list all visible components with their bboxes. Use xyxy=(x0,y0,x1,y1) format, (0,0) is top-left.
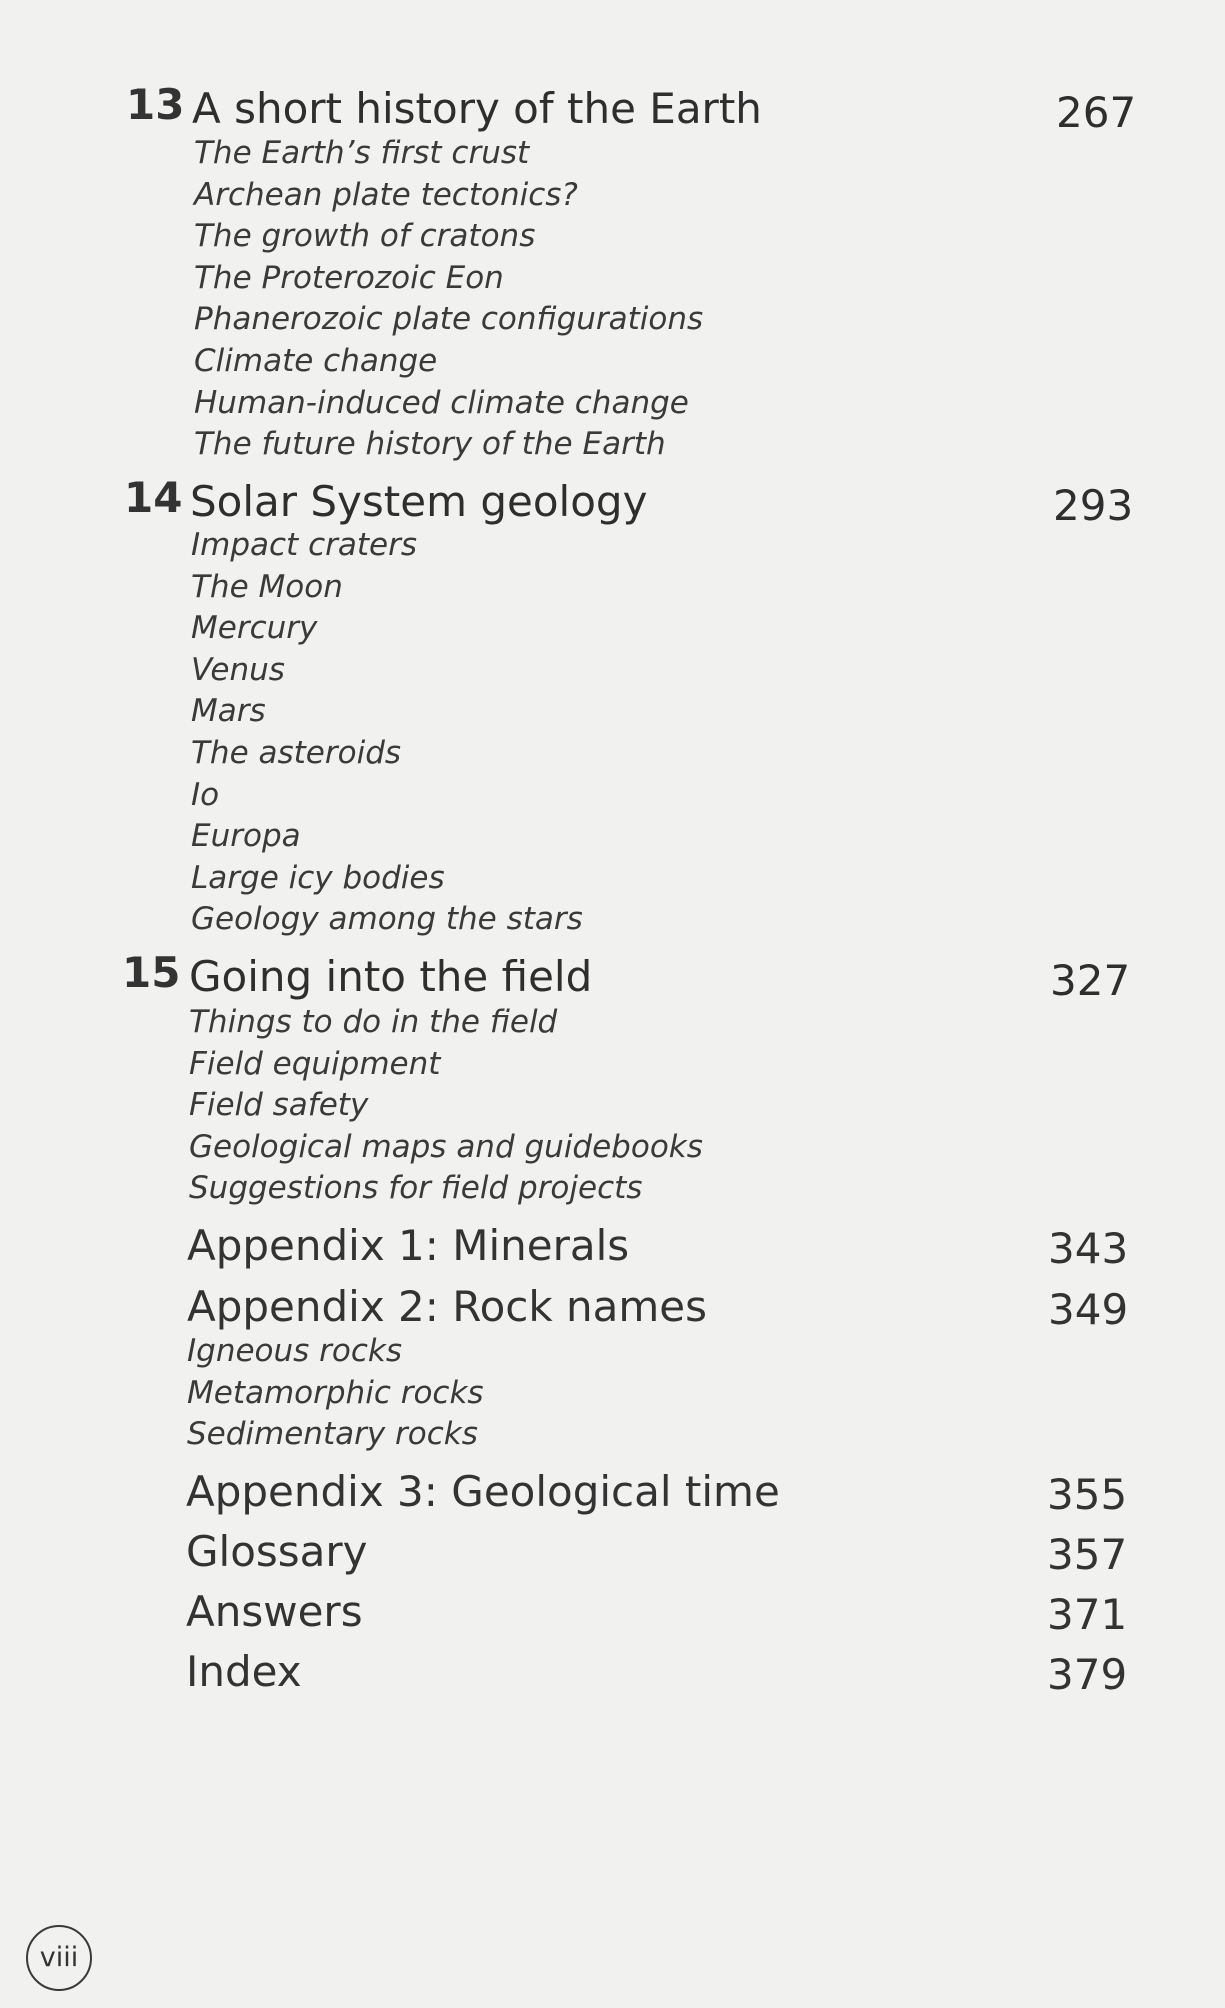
section-item: Impact craters xyxy=(191,527,417,563)
index-title: Index xyxy=(186,1647,302,1696)
page-folio: viii xyxy=(26,1925,92,1991)
glossary-page: 357 xyxy=(1047,1530,1128,1579)
appendix-2-title: Appendix 2: Rock names xyxy=(187,1282,708,1331)
section-item: Sedimentary rocks xyxy=(187,1416,478,1453)
chapter-number: 15 xyxy=(122,948,181,997)
chapter-title: A short history of the Earth xyxy=(192,84,762,133)
glossary-title: Glossary xyxy=(186,1527,368,1576)
section-item: Phanerozoic plate configurations xyxy=(194,301,704,338)
chapter-page-number: 293 xyxy=(1053,481,1134,530)
section-item: Suggestions for field projects xyxy=(189,1170,643,1207)
section-item: Igneous rocks xyxy=(187,1333,403,1369)
section-item: The future history of the Earth xyxy=(194,426,666,463)
section-list xyxy=(194,133,703,466)
section-item: The Earth’s first crust xyxy=(194,135,530,171)
section-item: Archean plate tectonics? xyxy=(194,176,578,213)
chapter-page-number: 327 xyxy=(1050,956,1131,1005)
answers-page: 371 xyxy=(1047,1590,1128,1639)
appendix-1-title: Appendix 1: Minerals xyxy=(187,1221,630,1270)
section-item: Climate change xyxy=(194,342,438,379)
section-list xyxy=(189,1002,703,1210)
section-item: Venus xyxy=(191,651,285,688)
section-item: The Moon xyxy=(191,568,343,605)
section-item: Io xyxy=(191,776,220,813)
section-item: Things to do in the field xyxy=(189,1004,558,1040)
appendix-2-page: 349 xyxy=(1048,1285,1129,1334)
section-item: Metamorphic rocks xyxy=(187,1374,484,1411)
section-item: The growth of cratons xyxy=(194,218,536,255)
chapter-number: 13 xyxy=(126,80,185,129)
section-item: The asteroids xyxy=(191,734,402,771)
chapter-title: Going into the field xyxy=(189,952,593,1001)
answers-title: Answers xyxy=(186,1587,363,1636)
appendix-1-page: 343 xyxy=(1048,1224,1129,1273)
section-item: Geology among the stars xyxy=(191,901,583,938)
chapter-number: 14 xyxy=(124,473,183,522)
section-item: Mars xyxy=(191,693,266,730)
appendix-3-title: Appendix 3: Geological time xyxy=(186,1467,780,1516)
section-list xyxy=(187,1331,484,1456)
section-item: Field safety xyxy=(189,1087,369,1124)
section-item: Field equipment xyxy=(189,1045,441,1082)
index-page: 379 xyxy=(1047,1650,1128,1699)
chapter-page-number: 267 xyxy=(1056,88,1137,137)
chapter-title: Solar System geology xyxy=(190,477,648,526)
section-item: Large icy bodies xyxy=(191,859,445,896)
section-item: Human-induced climate change xyxy=(194,384,689,421)
section-list xyxy=(191,525,583,941)
section-item: Mercury xyxy=(191,610,318,647)
appendix-3-page: 355 xyxy=(1047,1470,1128,1519)
section-item: Europa xyxy=(191,818,301,855)
section-item: The Proterozoic Eon xyxy=(194,259,504,296)
section-item: Geological maps and guidebooks xyxy=(189,1128,703,1165)
